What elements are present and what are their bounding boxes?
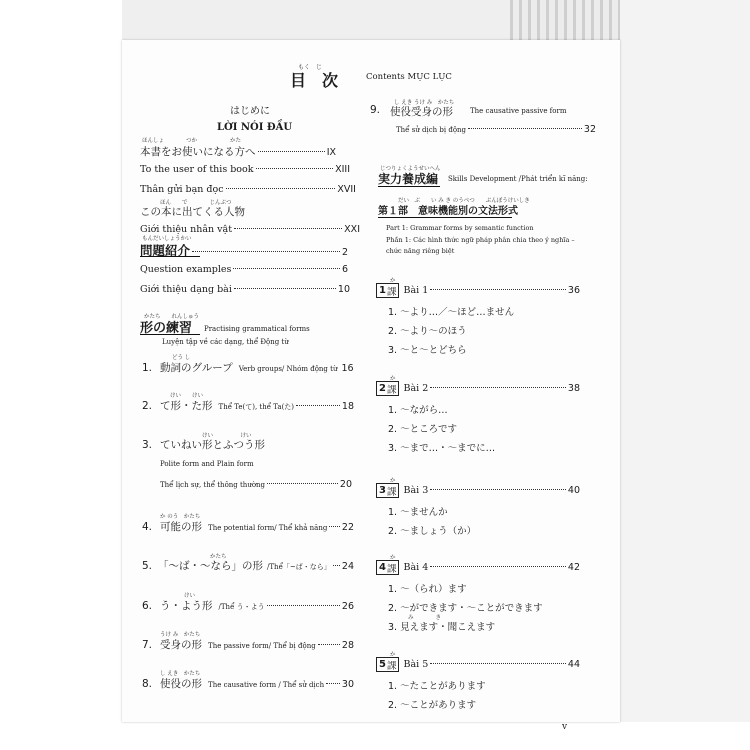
heading-underline — [140, 334, 200, 335]
item-jp: 可能の形 — [160, 521, 203, 533]
item-extra: /Thể う・よう — [218, 603, 265, 611]
toc-item[interactable] — [142, 437, 265, 452]
lesson-item: 3. 見えます・聞こえます — [388, 622, 496, 633]
lesson-label: Bài 3 — [403, 485, 429, 496]
item-extra: The potential form/ Thể khả năng — [208, 524, 328, 532]
skills-ruby: じつりょくようせいへん — [380, 166, 441, 172]
item-jp: う・よう形 — [160, 600, 213, 612]
entry-text: To the user of this book — [140, 164, 254, 175]
leader-dots — [318, 644, 340, 645]
toc-entry[interactable] — [140, 144, 336, 159]
lesson-item: 3. 〜と〜とどちら — [388, 345, 467, 356]
heading-underline — [378, 186, 440, 187]
entry-text: 本書をお使いになる方へ — [140, 146, 256, 158]
item-ruby: かたち — [210, 554, 227, 560]
item-extra: /Thể「~ば・なら」 — [267, 563, 331, 571]
lesson-item: 2. 〜ができます・〜ことができます — [388, 603, 543, 614]
item-page: 26 — [341, 601, 354, 612]
item-number: 3. — [142, 439, 153, 451]
toc-entry[interactable] — [140, 264, 348, 275]
leader-dots — [258, 151, 325, 152]
page-number: v — [562, 722, 568, 732]
lesson-label: Bài 5 — [403, 659, 429, 670]
leader-dots — [256, 168, 334, 169]
item-ruby: うけ み かたち — [160, 632, 201, 638]
lesson-label: Bài 2 — [403, 383, 429, 394]
toc-item[interactable] — [142, 360, 352, 375]
toc-item[interactable] — [142, 598, 354, 613]
practice-ruby: かたち れんしゅう — [144, 314, 200, 320]
toc-entry[interactable] — [140, 284, 350, 295]
title-ruby: もく じ — [298, 64, 323, 71]
page-title: 目 次 — [290, 71, 339, 90]
lesson-item: 1. 〜ませんか — [388, 507, 448, 518]
lesson-item: 2. 〜より〜のほう — [388, 326, 467, 337]
toc-item[interactable] — [142, 637, 354, 652]
intro-jp: はじめに — [230, 106, 270, 117]
lesson-page: 38 — [567, 383, 580, 394]
background-right — [620, 0, 750, 750]
item-page: 24 — [341, 561, 354, 572]
lesson-page: 40 — [567, 485, 580, 496]
toc-item[interactable] — [160, 479, 352, 490]
item-ruby: けい けい — [170, 393, 204, 399]
lesson-ruby: か — [390, 478, 396, 484]
leader-dots — [233, 268, 340, 269]
item9-number: 9. — [370, 104, 381, 116]
item-page: 28 — [341, 640, 354, 651]
item-number: 7. — [142, 639, 153, 651]
toc-item[interactable] — [142, 398, 354, 413]
item-extra: The causative form / Thể sử dịch — [208, 681, 325, 689]
heading-underline — [140, 256, 200, 257]
entry-ruby: もんだいしょうかい — [142, 236, 192, 242]
leader-dots — [430, 387, 566, 388]
leader-dots — [430, 289, 566, 290]
entry-text: Giới thiệu dạng bài — [140, 284, 232, 295]
part-en: Part 1: Grammar forms by semantic function — [386, 224, 534, 232]
entry-text: Question examples — [140, 264, 232, 275]
leader-dots — [430, 489, 566, 490]
lesson-ruby: か — [390, 652, 396, 658]
lesson-label: Bài 1 — [403, 285, 429, 296]
lesson-ruby: か — [390, 278, 396, 284]
lesson-heading[interactable] — [376, 283, 580, 298]
item-extra: The passive form/ Thể bị động — [208, 642, 316, 650]
skills-heading: 実力養成編 — [378, 172, 439, 186]
toc-item[interactable] — [142, 676, 354, 691]
background-stripes — [510, 0, 620, 40]
entry-text: Thể sử dịch bị động — [396, 126, 467, 134]
entry-text: Thân gửi bạn đọc — [140, 184, 224, 195]
leader-dots — [430, 566, 566, 567]
item-number: 4. — [142, 521, 153, 533]
item-page: 16 — [341, 363, 354, 374]
leader-dots — [192, 251, 340, 252]
entry-page: XIII — [335, 164, 350, 175]
item-number: 8. — [142, 678, 153, 690]
lesson-heading[interactable] — [376, 560, 580, 575]
part-vi-1: Phần 1: Các hình thức ngữ pháp phân chia theo ý nghĩa – — [386, 236, 575, 244]
item-extra: Thể Te(て), thể Ta(た) — [218, 403, 295, 411]
toc-entry[interactable] — [140, 184, 356, 195]
leader-dots — [267, 483, 338, 484]
item-number: 1. — [142, 362, 153, 374]
item-jp: 「〜ば・〜なら」の形 — [158, 560, 264, 572]
item-page: 18 — [341, 401, 354, 412]
item9-en: The causative passive form — [470, 107, 567, 115]
part-ruby: だい ぶ い み き のうべつ ぶんぽうけいしき — [398, 198, 530, 204]
practice-heading: 形の練習 — [140, 321, 193, 336]
entry-ruby: ほん で じんぶつ — [160, 200, 232, 206]
lesson-number-box: 4 課 — [376, 560, 399, 575]
item-ruby: どう し — [172, 355, 191, 361]
item-jp: て形・た形 — [160, 400, 213, 412]
lesson-item: 1. 〜（られ）ます — [388, 584, 467, 595]
lesson-ruby: か — [390, 376, 396, 382]
lesson-item: 2. 〜ましょう（か） — [388, 526, 477, 537]
leader-dots — [329, 526, 340, 527]
lesson-heading[interactable] — [376, 657, 580, 672]
item-number: 6. — [142, 600, 153, 612]
toc-entry[interactable] — [396, 124, 596, 135]
item-ruby: けい けい — [202, 433, 252, 439]
entry-text: この本に出てくる人物 — [140, 206, 245, 218]
lesson-item: 2. 〜ことがあります — [388, 700, 477, 711]
entry-page: 32 — [583, 124, 596, 135]
item-ruby: けい — [184, 593, 196, 599]
entry-text: Giới thiệu nhân vật — [140, 224, 233, 235]
lesson-number-box: 2 課 — [376, 381, 399, 396]
leader-dots — [234, 228, 342, 229]
lesson-item: 3. 〜まで…・〜までに… — [388, 443, 496, 454]
item-jp: 使役の形 — [160, 678, 203, 690]
lesson-item-ruby: み き — [408, 615, 442, 621]
leader-dots — [296, 405, 340, 406]
item-ruby: し えき かたち — [160, 671, 201, 677]
entry-page: 10 — [337, 284, 350, 295]
lesson-item: 2. 〜ところです — [388, 424, 457, 435]
background-bottom — [0, 722, 750, 750]
item-page: 20 — [339, 479, 352, 490]
item9-jp: 使役受身の形 — [390, 106, 453, 118]
lesson-page: 36 — [567, 285, 580, 296]
lesson-number-box: 1 課 — [376, 283, 399, 298]
practice-en: Practising grammatical forms — [204, 325, 310, 333]
lesson-item: 1. 〜ながら… — [388, 405, 448, 416]
leader-dots — [430, 663, 566, 664]
part-heading: 第１部 意味機能別の文法形式 — [378, 206, 518, 217]
item-extra: Thể lịch sự, thể thông thường — [160, 481, 266, 489]
lesson-page: 42 — [567, 562, 580, 573]
item-number: 2. — [142, 400, 153, 412]
entry-page: 2 — [341, 247, 348, 258]
entry-ruby: ほんしょ つか かた — [142, 138, 242, 144]
item-jp: 動詞のグループ — [160, 362, 233, 374]
lesson-heading[interactable] — [376, 381, 580, 396]
lesson-page: 44 — [567, 659, 580, 670]
item-jp: 受身の形 — [160, 639, 203, 651]
item-extra: Polite form and Plain form — [160, 460, 254, 468]
lesson-number-box: 5 課 — [376, 657, 399, 672]
item-jp: ていねい形とふつう形 — [160, 439, 266, 451]
lesson-label: Bài 4 — [403, 562, 429, 573]
leader-dots — [226, 188, 336, 189]
item-page: 22 — [341, 522, 354, 533]
lesson-number-box: 3 課 — [376, 483, 399, 498]
book-page — [122, 40, 620, 732]
entry-page: XVII — [337, 184, 356, 195]
item9-ruby: し えき うけ み かたち — [394, 100, 455, 106]
page-subtitle: Contents MỤC LỤC — [366, 72, 452, 82]
part-vi-2: chức năng riêng biệt — [386, 247, 455, 255]
entry-page: XXI — [344, 224, 360, 235]
toc-item[interactable] — [142, 558, 354, 573]
item-page: 30 — [341, 679, 354, 690]
entry-text: 問題紹介 — [140, 243, 191, 258]
leader-dots — [234, 288, 336, 289]
leader-dots — [326, 683, 340, 684]
skills-subtitle: Skills Development /Phát triển kĩ năng: — [448, 175, 588, 183]
item-ruby: か のう かたち — [160, 514, 201, 520]
intro-vi: LỜI NÓI ĐẦU — [217, 122, 293, 133]
lesson-item: 1. 〜より…／〜ほど…ません — [388, 307, 515, 318]
leader-dots — [333, 565, 340, 566]
lesson-ruby: か — [390, 555, 396, 561]
heading-underline — [378, 217, 512, 218]
lesson-item: 1. 〜たことがあります — [388, 681, 486, 692]
item-number: 5. — [142, 560, 153, 572]
item-extra: Verb groups/ Nhóm động từ — [238, 365, 338, 373]
toc-item[interactable] — [142, 519, 354, 534]
leader-dots — [267, 605, 340, 606]
background-left — [0, 0, 122, 750]
entry-page: IX — [326, 147, 336, 158]
leader-dots — [468, 128, 582, 129]
practice-vi: Luyện tập về các dạng, thể Động từ — [162, 338, 289, 346]
lesson-heading[interactable] — [376, 483, 580, 498]
entry-page: 6 — [341, 264, 348, 275]
toc-entry[interactable] — [140, 164, 350, 175]
